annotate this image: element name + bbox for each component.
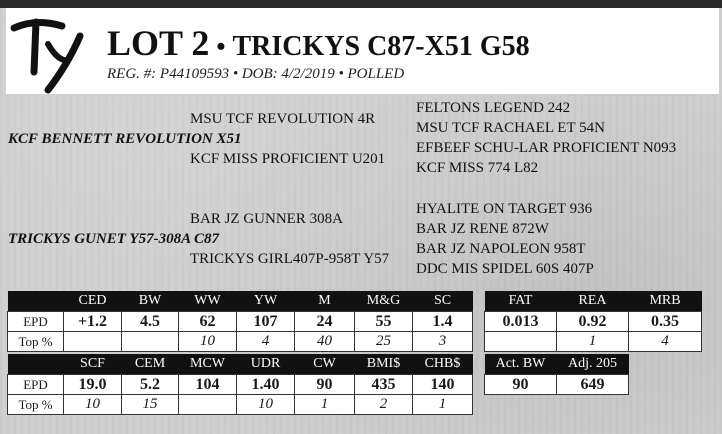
epd-cell: 24 xyxy=(295,312,355,332)
epd-cell: 107 xyxy=(237,312,295,332)
header-cell: CW xyxy=(295,354,355,375)
carcass-epd-row xyxy=(485,312,702,332)
header-cell: FAT xyxy=(485,291,557,312)
pedigree-ss-sire: FELTONS LEGEND 242 xyxy=(416,100,571,116)
epd-cell: 55 xyxy=(355,312,413,332)
top-percent-cell: 10 xyxy=(64,395,122,415)
header-cell: SC xyxy=(413,291,473,312)
top-percent-cell: 1 xyxy=(413,395,473,415)
weight-cell: 90 xyxy=(485,375,557,395)
header-cell: Adj. 205 xyxy=(557,354,629,375)
carcass-epd-table xyxy=(484,291,702,352)
header-cell: CEM xyxy=(122,354,179,375)
header-cell: Act. BW xyxy=(485,354,557,375)
top-percent-row xyxy=(8,332,473,352)
epd-cell: 0.35 xyxy=(629,312,702,332)
pedigree-dam-sire: BAR JZ GUNNER 308A xyxy=(190,211,343,227)
epd-table-header-row xyxy=(8,354,473,375)
actual-weights-table xyxy=(484,354,629,395)
pedigree-sire: KCF BENNETT REVOLUTION X51 xyxy=(8,131,242,147)
header-cell: REA xyxy=(557,291,629,312)
pedigree-dd-sire: BAR JZ NAPOLEON 958T xyxy=(416,241,586,257)
row-label: Top % xyxy=(8,332,64,352)
header-cell: MRB xyxy=(629,291,702,312)
top-percent-row xyxy=(8,395,473,415)
pedigree-ds-sire: HYALITE ON TARGET 936 xyxy=(416,201,593,217)
top-percent-cell: 4 xyxy=(237,332,295,352)
ty-brand-icon xyxy=(10,14,90,94)
epd-cell: 0.92 xyxy=(557,312,629,332)
row-label: EPD xyxy=(8,312,64,332)
lot-title xyxy=(107,22,530,62)
epd-cell: 0.013 xyxy=(485,312,557,332)
top-percent-cell xyxy=(179,395,237,415)
header-cell: CED xyxy=(64,291,122,312)
top-percent-cell: 25 xyxy=(355,332,413,352)
epd-table-header-row xyxy=(8,291,473,312)
header-cell: MCW xyxy=(179,354,237,375)
top-percent-cell: 10 xyxy=(237,395,295,415)
pedigree-dam: TRICKYS GUNET Y57-308A C87 xyxy=(8,231,220,247)
header-cell: CHB$ xyxy=(413,354,473,375)
header-cell: UDR xyxy=(237,354,295,375)
epd-cell: 140 xyxy=(413,375,473,395)
top-percent-cell: 1 xyxy=(557,332,629,352)
header-cell: SCF xyxy=(64,354,122,375)
epd-value-row xyxy=(8,375,473,395)
weight-cell: 649 xyxy=(557,375,629,395)
epd-cell: 62 xyxy=(179,312,237,332)
header-cell: WW xyxy=(179,291,237,312)
animal-name: TRICKYS C87-X51 G58 xyxy=(232,31,530,62)
carcass-top-percent-row xyxy=(485,332,702,352)
epd-value-row xyxy=(8,312,473,332)
header-cell: YW xyxy=(237,291,295,312)
header-cell xyxy=(8,291,64,312)
registration-line: REG. #: P44109593 • DOB: 4/2/2019 • POLLED xyxy=(107,66,405,82)
pedigree-sd-sire: EFBEEF SCHU-LAR PROFICIENT N093 xyxy=(416,140,677,156)
epd-cell: 4.5 xyxy=(122,312,179,332)
pedigree-dam-dam: TRICKYS GIRL407P-958T Y57 xyxy=(190,251,390,267)
top-percent-cell: 40 xyxy=(295,332,355,352)
top-banner-band xyxy=(0,0,722,8)
header-cell: M&G xyxy=(355,291,413,312)
top-percent-cell: 3 xyxy=(413,332,473,352)
top-percent-cell: 15 xyxy=(122,395,179,415)
actual-weights-header-row xyxy=(485,354,629,375)
header-cell xyxy=(8,354,64,375)
pedigree-ss-dam: MSU TCF RACHAEL ET 54N xyxy=(416,120,605,136)
row-label: Top % xyxy=(8,395,64,415)
top-percent-cell: 10 xyxy=(179,332,237,352)
header-cell: M xyxy=(295,291,355,312)
carcass-header-row xyxy=(485,291,702,312)
epd-cell: 5.2 xyxy=(122,375,179,395)
top-percent-cell xyxy=(64,332,122,352)
header-cell: BW xyxy=(122,291,179,312)
lot-number: LOT 2 xyxy=(107,23,210,63)
epd-cell: 435 xyxy=(355,375,413,395)
pedigree-sire-dam: KCF MISS PROFICIENT U201 xyxy=(190,151,386,167)
epd-table-carcass-index xyxy=(7,354,473,415)
epd-cell: +1.2 xyxy=(64,312,122,332)
pedigree-sd-dam: KCF MISS 774 L82 xyxy=(416,160,539,176)
pedigree-ds-dam: BAR JZ RENE 872W xyxy=(416,221,549,237)
ranch-logo xyxy=(10,14,90,94)
epd-cell: 1.40 xyxy=(237,375,295,395)
actual-weights-value-row xyxy=(485,375,629,395)
epd-cell: 1.4 xyxy=(413,312,473,332)
top-percent-cell: 2 xyxy=(355,395,413,415)
header-cell: BMI$ xyxy=(355,354,413,375)
pedigree-dd-dam: DDC MIS SPIDEL 60S 407P xyxy=(416,261,594,277)
epd-table-growth xyxy=(7,291,473,352)
top-percent-cell xyxy=(485,332,557,352)
pedigree-sire-sire: MSU TCF REVOLUTION 4R xyxy=(190,111,376,127)
epd-cell: 104 xyxy=(179,375,237,395)
title-separator: • xyxy=(216,32,226,61)
epd-cell: 19.0 xyxy=(64,375,122,395)
epd-cell: 90 xyxy=(295,375,355,395)
top-percent-cell xyxy=(122,332,179,352)
top-percent-cell: 1 xyxy=(295,395,355,415)
row-label: EPD xyxy=(8,375,64,395)
top-percent-cell: 4 xyxy=(629,332,702,352)
